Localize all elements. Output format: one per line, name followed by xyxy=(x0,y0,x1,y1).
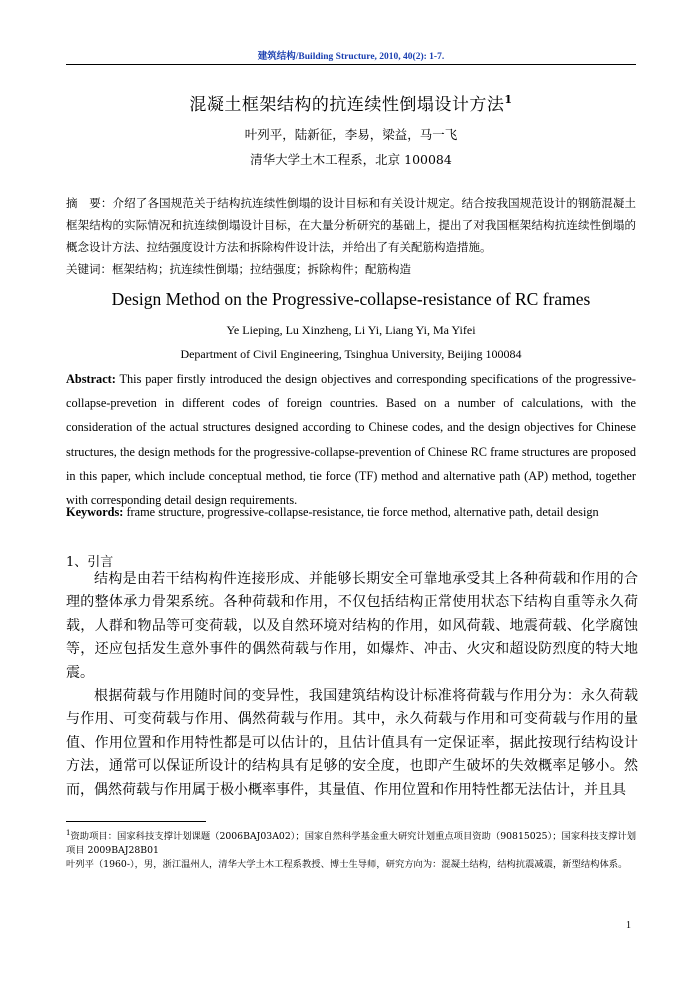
header-rule xyxy=(66,64,636,65)
footnotes xyxy=(66,826,636,872)
english-abstract xyxy=(66,367,636,512)
english-title: Design Method on the Progressive-collapse-resistance of RC frames xyxy=(111,289,591,309)
chinese-title xyxy=(66,90,636,115)
keywords-label: Keywords: xyxy=(66,505,124,519)
chinese-authors: 叶列平，陆新征，李易，梁益，马一飞 xyxy=(244,127,458,142)
title-footnote-marker: 1 xyxy=(504,93,513,106)
keywords-text: frame structure, progressive-collapse-resistance, tie force method, alternative path, detail design xyxy=(123,505,599,519)
funding-footnote xyxy=(66,826,636,858)
abstract-text: This paper firstly introduced the design objectives and corresponding specifications of the progressive-collapse-prevetion in different codes of foreign countries. Based on a number of calculations, with the consideration of the actual structures designed according to Chinese codes, and the design objectives for Chinese structures, the design methods for the progressive-collapse-prevention of Chinese RC frame structures are proposed in this paper, which include conceptual method, tie force (TF) method and alternative path (AP) method, together with corresponding detail design requirements. xyxy=(66,372,636,508)
chinese-keywords: 关键词：框架结构；抗连续性倒塌；拉结强度；拆除构件；配筋构造 xyxy=(66,262,411,276)
running-header: 建筑结构/Building Structure, 2010, 40(2): 1-7. xyxy=(257,52,445,62)
page-number: 1 xyxy=(626,920,631,931)
footnote-marker: 1 xyxy=(66,829,71,837)
chinese-title-text: 混凝土框架结构的抗连续性倒塌设计方法 xyxy=(189,95,505,115)
body-paragraph: 根据荷载与作用随时间的变异性，我国建筑结构设计标准将荷载与作用分为：永久荷载与作用、可变荷载与作用、偶然荷载与作用。其中，永久荷载与作用和可变荷载与作用的量值、作用位置和作用特性都是可以估计的，且估计值具有一定保证率，据此按现行结构设计方法，通常可以保证所设计的结构具有足够的安全度，也即产生破坏的失效概率足够小。然而，偶然荷载与作用属于极小概率事件，其量值、作用位置和作用特性都无法估计，并且具 xyxy=(66,688,638,798)
footnote-rule xyxy=(66,821,206,822)
english-authors: Ye Lieping, Lu Xinzheng, Li Yi, Liang Yi, Ma Yifei xyxy=(226,323,476,337)
section-body xyxy=(66,568,638,802)
chinese-abstract: 摘 要：介绍了各国规范关于结构抗连续性倒塌的设计目标和有关设计规定。结合按我国规范设计的钢筋混凝土框架结构的实际情况和抗连续倒塌设计目标，在大量分析研究的基础上，提出了对我国框架结构抗连续性倒塌的概念设计方法、拉结强度设计方法和拆除构件设计法，并给出了有关配筋构造措施。 xyxy=(66,196,636,254)
english-affiliation: Department of Civil Engineering, Tsinghua University, Beijing 100084 xyxy=(180,347,522,361)
chinese-affiliation: 清华大学土木工程系，北京 100084 xyxy=(250,152,452,167)
abstract-label: Abstract: xyxy=(66,372,116,386)
section-heading: 1、引言 xyxy=(66,555,114,570)
funding-text: 资助项目：国家科技支撑计划课题（2006BAJ03A02）；国家自然科学基金重大研究计划重点项目资助（90815025）；国家科技支撑计划项目 2009BAJ28B01 xyxy=(66,831,636,857)
english-keywords xyxy=(66,505,636,520)
author-bio-footnote: 叶列平（1960-），男，浙江温州人，清华大学土木工程系教授、博士生导师，研究方向为：混凝土结构，结构抗震减震，新型结构体系。 xyxy=(66,859,628,871)
body-paragraph: 结构是由若干结构构件连接形成、并能够长期安全可靠地承受其上各种荷载和作用的合理的整体承力骨架系统。各种荷载和作用，不仅包括结构正常使用状态下结构自重等永久荷载，人群和物品等可变荷载，以及自然环境对结构的作用，如风荷载、地震荷载、化学腐蚀等，还应包括发生意外事件的偶然荷载与作用，如爆炸、冲击、火灾和超设防烈度的特大地震。 xyxy=(66,571,638,681)
